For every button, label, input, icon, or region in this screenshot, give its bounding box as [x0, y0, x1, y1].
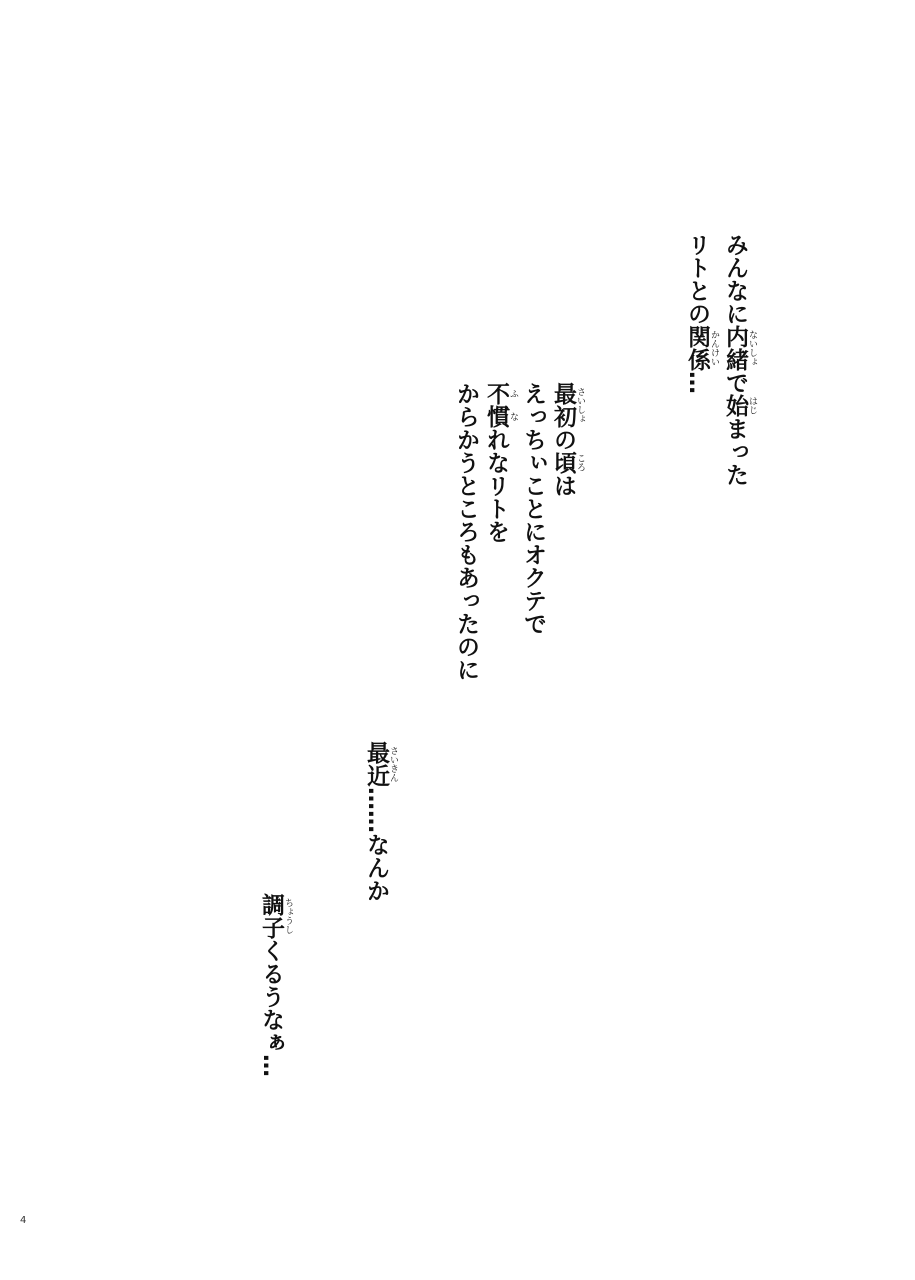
text-column: からかうところもあったのに — [453, 382, 479, 681]
monologue-recently — [360, 741, 398, 902]
monologue-secret-relationship — [681, 233, 757, 486]
text-column: リトとの関係 かんけい… — [684, 233, 719, 394]
monologue-carried-away — [255, 893, 293, 1077]
text-column: みんなに内緒 ないしょで始 はじまった — [722, 233, 757, 486]
page-number: 4 — [20, 1215, 27, 1226]
text-column: 最近 さいきん……なんか — [363, 741, 398, 902]
monologue-early-days — [451, 382, 585, 681]
text-column: 調子 ちょうしくるうなぁ… — [258, 893, 293, 1077]
text-column: えっちぃことにオクテで — [520, 382, 546, 635]
text-column: 不 ふ慣 なれなリトを — [483, 382, 518, 543]
text-column: 最初 さいしょの頃 ころは — [550, 382, 585, 497]
